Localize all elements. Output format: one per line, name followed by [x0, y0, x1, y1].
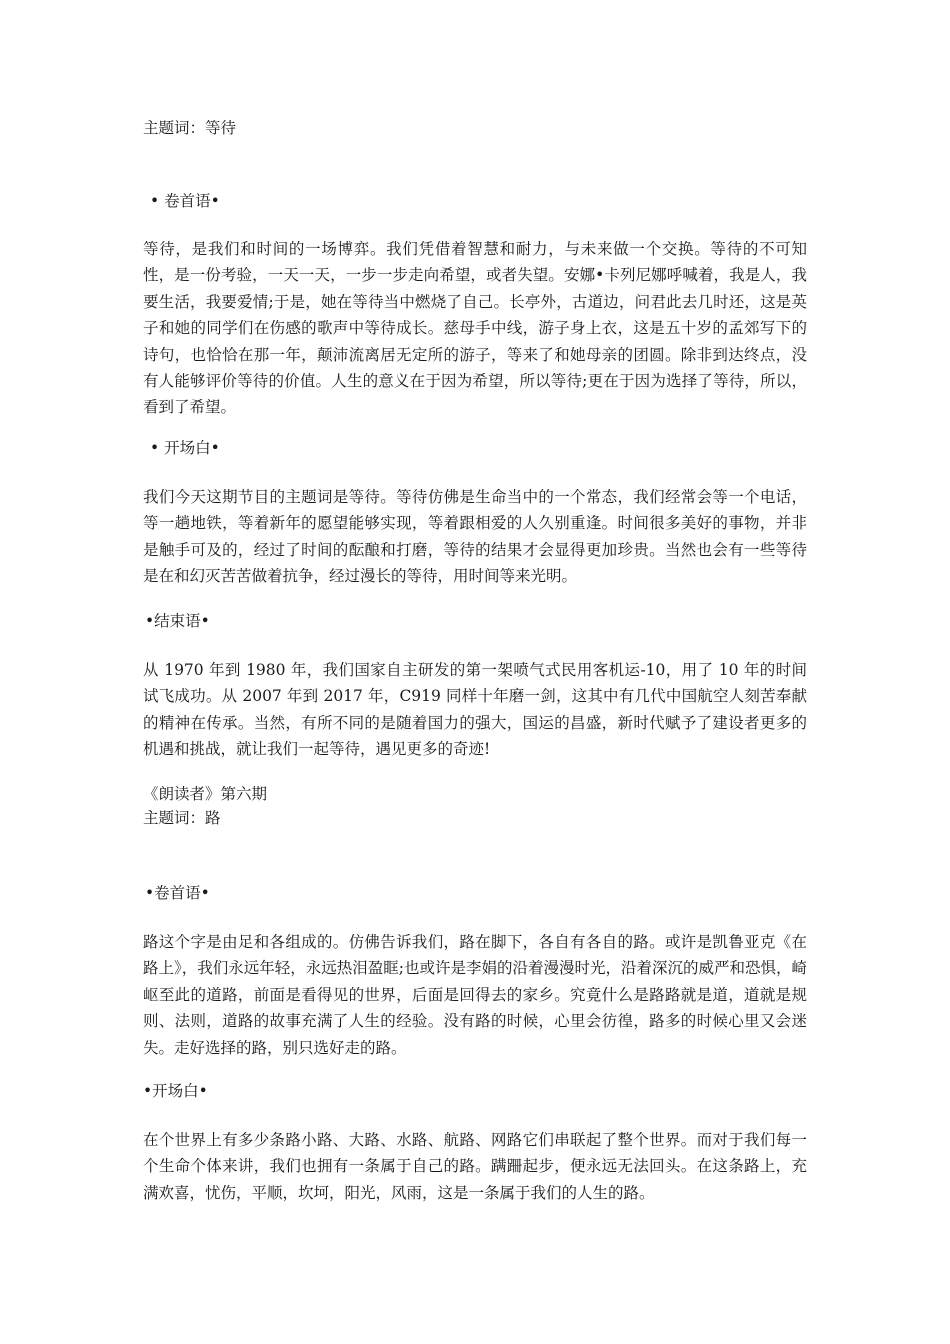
paragraph-closing-1: 从 1970 年到 1980 年，我们国家自主研发的第一架喷气式民用客机运-10，用了 10 年的时间试飞成功。从 2007 年到 2017 年，C919 同样十年磨一剑，这其中有几代中国航空人刻苦奉献的精神在传承。当然，有所不同的是随着国力的强大，国运的昌盛，新时代赋予了建设者更多的机遇和挑战，就让我们一起等待，遇见更多的奇迹!	[143, 661, 807, 759]
heading-closing-1: •结束语•	[145, 612, 210, 630]
paragraph-preface-2: 路这个字是由足和各组成的。仿佛告诉我们，路在脚下，各自有各自的路。或许是凯鲁亚克《在路上》，我们永远年轻，永远热泪盈眶;也或许是李娟的沿着漫漫时光，沿着深沉的威严和恐惧，崎岖至此的道路，前面是看得见的世界，后面是回得去的家乡。究竟什么是路路就是道，道就是规则、法则，道路的故事充满了人生的经验。没有路的时候，心里会彷徨，路多的时候心里又会迷失。走好选择的路，别只选好走的路。	[143, 933, 807, 1057]
topic-line-waiting: 主题词：等待	[143, 119, 237, 137]
paragraph-opening-2: 在个世界上有多少条路小路、大路、水路、航路、网路它们串联起了整个世界。而对于我们每一个生命个体来讲，我们也拥有一条属于自己的路。蹒跚起步，便永远无法回头。在这条路上，充满欢喜，忧伤，平顺，坎坷，阳光，风雨，这是一条属于我们的人生的路。	[143, 1131, 807, 1202]
heading-opening-2: •开场白•	[143, 1082, 208, 1100]
paragraph-preface-1: 等待，是我们和时间的一场博弈。我们凭借着智慧和耐力，与未来做一个交换。等待的不可知性，是一份考验，一天一天，一步一步走向希望，或者失望。安娜•卡列尼娜呼喊着，我是人，我要生活，我要爱情;于是，她在等待当中燃烧了自己。长亭外，古道边，问君此去几时还，这是英子和她的同学们在伤感的歌声中等待成长。慈母手中线，游子身上衣，这是五十岁的孟郊写下的诗句，也恰恰在那一年，颠沛流离居无定所的游子，等来了和她母亲的团圆。除非到达终点，没有人能够评价等待的价值。人生的意义在于因为希望，所以等待;更在于因为选择了等待，所以，看到了希望。	[143, 240, 807, 417]
topic-line-road: 主题词：路	[143, 809, 221, 827]
issue-title: 《朗读者》第六期	[143, 785, 268, 803]
heading-preface-1: • 卷首语•	[150, 192, 220, 210]
paragraph-opening-1: 我们今天这期节目的主题词是等待。等待仿佛是生命当中的一个常态，我们经常会等一个电话，等一趟地铁，等着新年的愿望能够实现，等着跟相爱的人久别重逢。时间很多美好的事物，并非是触手可及的，经过了时间的酝酿和打磨，等待的结果才会显得更加珍贵。当然也会有一些等待是在和幻灭苦苦做着抗争，经过漫长的等待，用时间等来光明。	[143, 488, 807, 586]
heading-opening-1: • 开场白•	[150, 439, 220, 457]
heading-preface-2: •卷首语•	[145, 884, 210, 902]
